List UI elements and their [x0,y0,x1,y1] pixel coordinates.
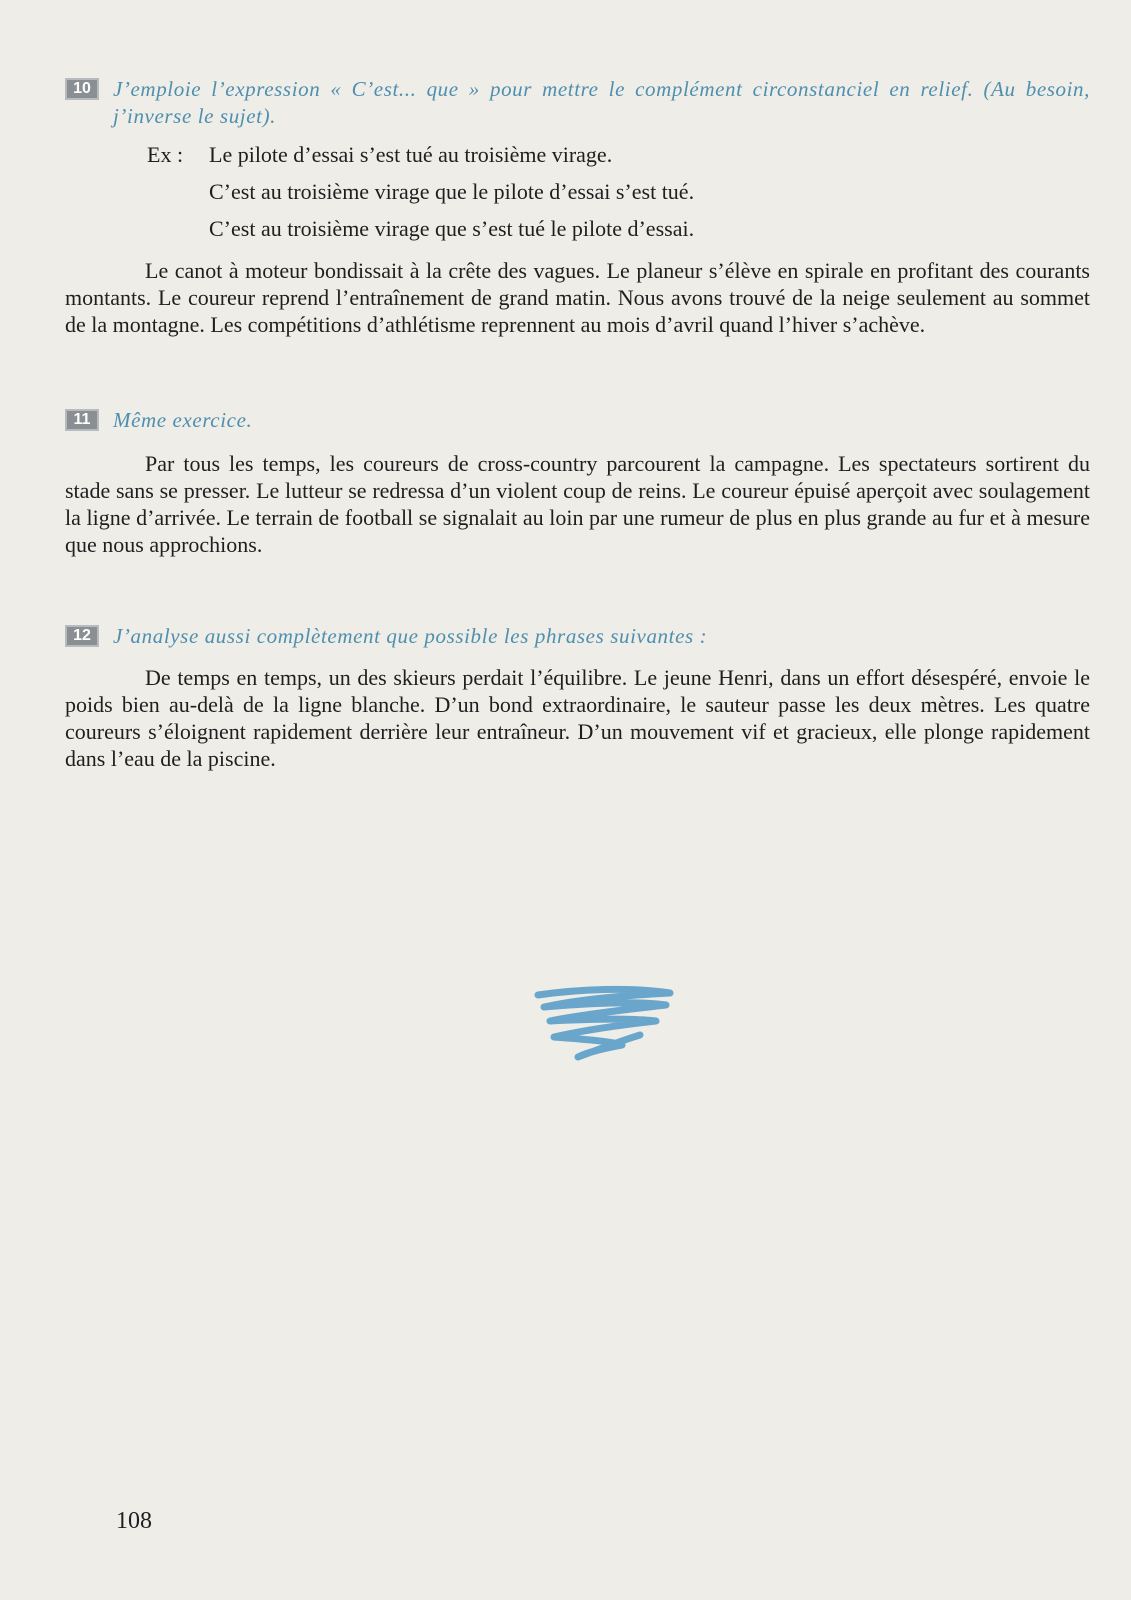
page-number: 108 [116,1508,152,1534]
exercise-10 [65,76,1090,338]
exercise-instruction: J’emploie l’expression « C’est... que » pour mettre le complément circonstanciel en relief. (Au besoin, j’inverse le sujet). [113,77,1090,128]
exercise-text: De temps en temps, un des skieurs perdait l’équilibre. Le jeune Henri, dans un effort désespéré, envoie le poids bien au-delà de la ligne blanche. D’un bond extraordinaire, le sauteur passe les deux mètres. Les quatre coureurs s’éloignent rapidement derrière leur entraîneur. D’un mouvement vif et gracieux, elle plonge rapidement dans l’eau de la piscine. [65,665,1090,771]
exercise-text: Le canot à moteur bondissait à la crête des vagues. Le planeur s’élève en spirale en profitant des courants montants. Le coureur reprend l’entraînement de grand matin. Nous avons trouvé de la neige seulement au sommet de la montagne. Les compétitions d’athlétisme reprennent au mois d’avril quand l’hiver s’achève. [65,258,1090,337]
exercise-header [65,623,1090,650]
exercise-header [65,407,1090,434]
exercise-header [65,76,1090,130]
exercise-instruction: J’analyse aussi complètement que possible les phrases suivantes : [113,624,708,648]
exercise-number-badge: 10 [65,78,99,100]
squiggle-ornament-icon [530,985,680,1075]
example-line: Le pilote d’essai s’est tué au troisième virage. [209,142,613,167]
example-label: Ex : [147,142,184,167]
exercise-text: Par tous les temps, les coureurs de cross-country parcourent la campagne. Les spectateurs sortirent du stade sans se presser. Le lutteur se redressa d’un violent coup de reins. Le coureur épuisé aperçoit avec soulagement la ligne d’arrivée. Le terrain de football se signalait au loin par une rumeur de plus en plus grande au fur et à mesure que nous approchions. [65,451,1090,557]
exercise-12 [65,623,1090,772]
example-block [147,136,1090,247]
exercise-11 [65,407,1090,558]
exercise-number-badge: 12 [65,625,99,647]
example-line: C’est au troisième virage que le pilote d’essai s’est tué. [209,179,695,204]
example-line: C’est au troisième virage que s’est tué le pilote d’essai. [209,216,695,241]
exercise-number-badge: 11 [65,409,99,431]
exercise-instruction: Même exercice. [113,408,253,432]
